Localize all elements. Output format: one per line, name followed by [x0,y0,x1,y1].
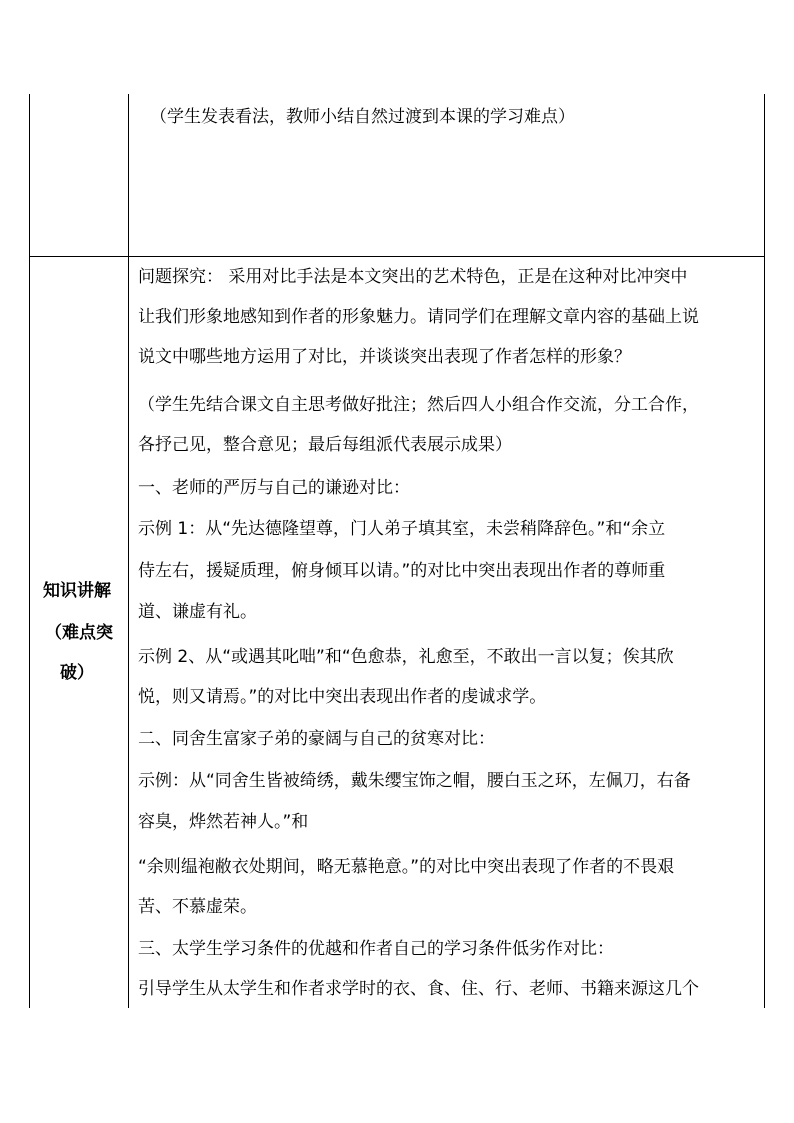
row2-text-line: 苦、不慕虚荣。 [138,897,257,917]
row2-text-line: 问题探究： 采用对比手法是本文突出的艺术特色，正是在这种对比冲突中 [138,267,688,287]
table-border-right [764,94,765,1008]
row2-text-line: 一、老师的严厉与自己的谦逊对比： [138,478,410,498]
row2-text-line: 三、太学生学习条件的优越和作者自己的学习条件低劣作对比： [138,939,614,959]
row2-text-line: 容臭，烨然若神人。”和 [138,812,309,832]
row2-text-line: 示例 2、从“或遇其叱咄”和“色愈恭，礼愈至，不敢出一言以复；俟其欣 [138,647,674,667]
row2-text-line: 二、同舍生富家子弟的豪阔与自己的贫寒对比： [138,729,495,749]
row2-text-line: 各抒己见，整合意见；最后每组派代表展示成果） [138,435,512,455]
row2-text-line: 道、谦虚有礼。 [138,602,257,622]
row2-text-line: 悦，则又请焉。”的对比中突出表现出作者的虔诚求学。 [138,687,547,707]
row2-label-line: （难点突 [45,623,113,643]
row2-text-line: （学生先结合课文自主思考做好批注；然后四人小组合作交流，分工合作， [138,395,699,415]
row2-text-line: 侍左右，援疑质理，俯身倾耳以请。”的对比中突出表现出作者的尊师重 [138,561,666,581]
row2-text-line: 让我们形象地感知到作者的形象魅力。请同学们在理解文章内容的基础上说 [138,307,699,327]
row2-text-line: 示例 1：从“先达德隆望尊，门人弟子填其室，未尝稍降辞色。”和“余立 [138,519,666,539]
row2-label-line: 知识讲解 [43,581,111,601]
table-border-left [29,94,30,1008]
table-row-divider [29,256,765,257]
row2-text-line: 示例：从“同舍生皆被绮绣，戴朱缨宝饰之帽，腰白玉之环，左佩刀，右备 [138,771,691,791]
row2-text-line: 说文中哪些地方运用了对比，并谈谈突出表现了作者怎样的形象？ [138,347,631,367]
row2-text-line: “余则缊袍敝衣处期间，略无慕艳意。”的对比中突出表现了作者的不畏艰 [138,857,675,877]
table-column-divider [128,94,129,1008]
row2-label-line: 破） [60,663,94,683]
row2-text-line: 引导学生从太学生和作者求学时的衣、食、住、行、老师、书籍来源这几个 [138,979,699,999]
row1-text-line: （学生发表看法，教师小结自然过渡到本课的学习难点） [150,107,575,127]
